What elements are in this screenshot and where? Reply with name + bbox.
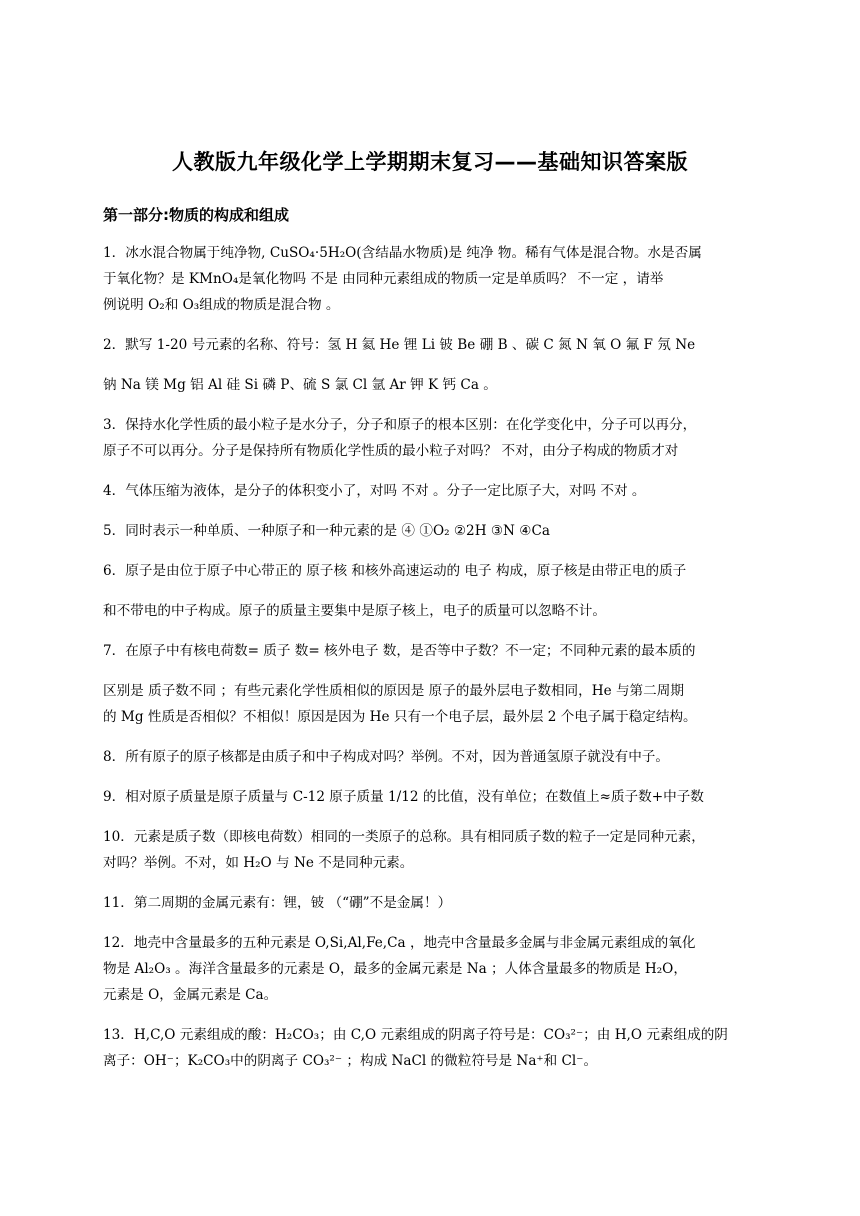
text-line: 6．原子是由位于原子中心带正的 原子核 和核外高速运动的 电子 构成，原子核是由带正电的质子 xyxy=(103,563,687,579)
text-line: 7．在原子中有核电荷数= 质子 数= 核外电子 数，是否等中子数？不一定；不同种元素的最本质的 xyxy=(103,643,696,659)
text-line: 的 Mg 性质是否相似？不相似！原因是因为 He 只有一个电子层，最外层 2 个电子属于稳定结构。 xyxy=(103,709,697,725)
text-line: 3．保持水化学性质的最小粒子是水分子，分子和原子的根本区别：在化学变化中，分子可以再分， xyxy=(103,417,697,433)
section-heading: 第一部分:物质的构成和组成 xyxy=(103,206,289,224)
text-line: 原子不可以再分。分子是保持所有物质化学性质的最小粒子对吗？ 不对，由分子构成的物质才对 xyxy=(103,443,679,459)
text-line: 8．所有原子的原子核都是由质子和中子构成对吗？举例。不对，因为普通氢原子就没有中子。 xyxy=(103,749,669,765)
text-line: 12．地壳中含量最多的五种元素是 O,Si,Al,Fe,Ca ，地壳中含量最多金属与非金属元素组成的氧化 xyxy=(103,935,696,951)
text-line: 2．默写 1-20 号元素的名称、符号：氢 H 氦 He 锂 Li 铍 Be 硼 B 、碳 C 氮 N 氧 O 氟 F 氖 Ne xyxy=(103,337,696,353)
text-line: 1．冰水混合物属于纯净物, CuSO₄·5H₂O(含结晶水物质)是 纯净 物。稀有气体是混合物。水是否属 xyxy=(103,245,702,261)
text-line: 钠 Na 镁 Mg 铝 Al 硅 Si 磷 P、硫 S 氯 Cl 氩 Ar 钾 K 钙 Ca 。 xyxy=(103,377,497,393)
text-line: 11．第二周期的金属元素有：锂，铍 （“硼”不是金属！） xyxy=(103,895,452,911)
text-line: 元素是 O，金属元素是 Ca。 xyxy=(103,987,278,1003)
text-line: 和不带电的中子构成。原子的质量主要集中是原子核上，电子的质量可以忽略不计。 xyxy=(103,603,606,619)
text-line: 离子：OH⁻；K₂CO₃中的阴离子 CO₃²⁻ ；构成 NaCl 的微粒符号是 Na⁺和 Cl⁻。 xyxy=(103,1053,598,1069)
text-line: 10．元素是质子数（即核电荷数）相同的一类原子的总称。具有相同质子数的粒子一定是同种元素， xyxy=(103,829,705,845)
text-line: 对吗？举例。不对，如 H₂O 与 Ne 不是同种元素。 xyxy=(103,855,414,871)
text-line: 5．同时表示一种单质、一种原子和一种元素的是 ④ ①O₂ ②2H ③N ④Ca xyxy=(103,523,550,539)
text-line: 区别是 质子数不同 ；有些元素化学性质相似的原因是 原子的最外层电子数相同，He 与第二周期 xyxy=(103,683,684,699)
text-line: 例说明 O₂和 O₃组成的物质是混合物 。 xyxy=(103,297,340,313)
text-line: 4．气体压缩为液体，是分子的体积变小了，对吗 不对 。分子一定比原子大，对吗 不对 。 xyxy=(103,483,646,499)
text-line: 13．H,C,O 元素组成的酸：H₂CO₃；由 C,O 元素组成的阴离子符号是：CO₃²⁻；由 H,O 元素组成的阴 xyxy=(103,1027,728,1043)
text-line: 9．相对原子质量是原子质量与 C-12 原子质量 1/12 的比值，没有单位；在数值上≈质子数+中子数 xyxy=(103,789,704,805)
page-title: 人教版九年级化学上学期期末复习——基础知识答案版 xyxy=(172,150,688,174)
text-line: 物是 Al₂O₃ 。海洋含量最多的元素是 O，最多的金属元素是 Na ；人体含量最多的物质是 H₂O， xyxy=(103,961,687,977)
text-line: 于氧化物？是 KMnO₄是氧化物吗 不是 由同种元素组成的物质一定是单质吗？ 不一定 ，请举 xyxy=(103,271,664,287)
